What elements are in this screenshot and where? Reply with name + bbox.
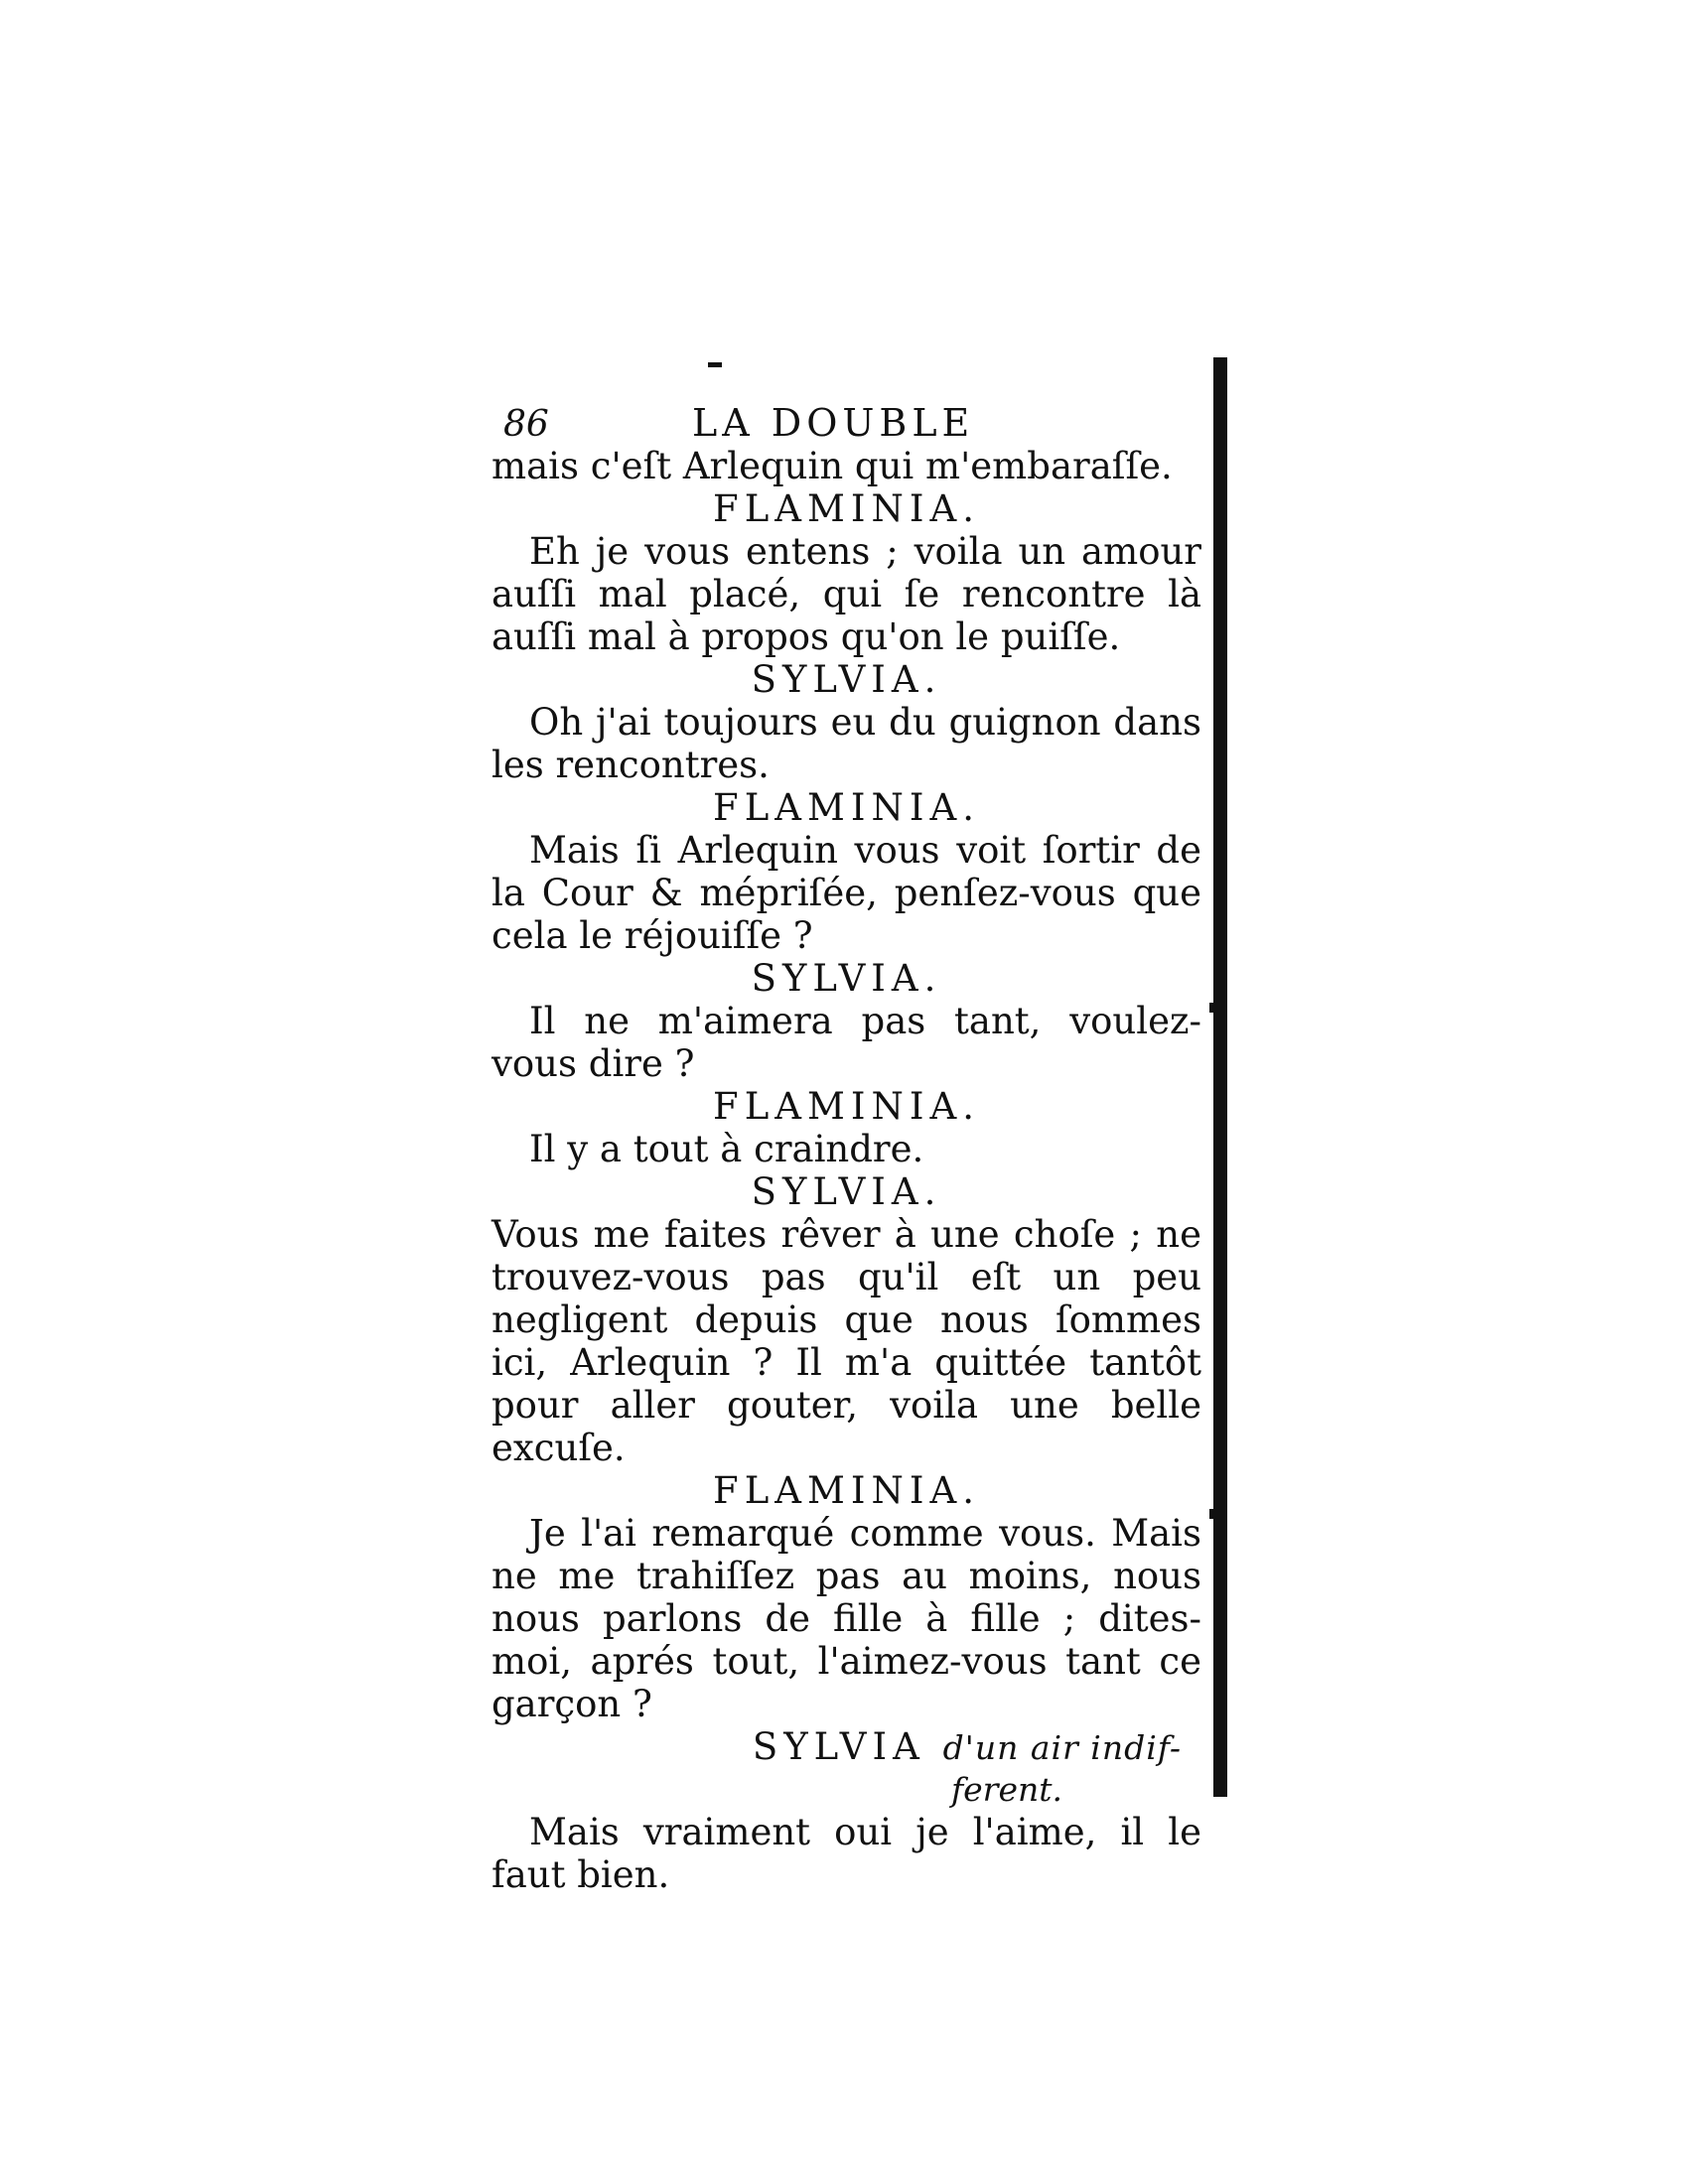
speaker-name: SYLVIA. [751, 957, 942, 1000]
printer-mark [708, 362, 722, 367]
stage-direction: d'un air indif- [942, 1728, 1182, 1767]
speaker-name: SYLVIA [752, 1725, 925, 1768]
final-speaker-line [492, 1725, 1201, 1768]
stage-direction-continued: ferent. [950, 1770, 1062, 1809]
page-text [492, 402, 1201, 1896]
speech-paragraph: Mais ſi Arlequin vous voit ſortir de la Cour & mépriſée, penſez-vous que cela le réjouiſſe ? [492, 829, 1201, 957]
speech-paragraph: Je l'ai remarqué comme vous. Mais ne me trahiſſez pas au moins, nous nous parlons de fille à fille ; dites-moi, aprés tout, l'aimez-vous tant ce garçon ? [492, 1512, 1201, 1725]
gutter-fleck [1209, 1509, 1215, 1519]
speech-paragraph: Il y a tout à craindre. [529, 1128, 924, 1170]
speaker-name: FLAMINIA. [713, 1469, 980, 1512]
running-head [492, 402, 1201, 445]
speech-paragraph: Il ne m'aimera pas tant, voulez-vous dire ? [492, 1000, 1201, 1085]
speaker-name: SYLVIA. [751, 658, 942, 701]
page-gutter-edge [1213, 357, 1227, 1797]
speech-paragraph: Oh j'ai toujours eu du guignon dans les rencontres. [492, 701, 1201, 786]
speech-paragraph: Eh je vous entens ; voila un amour auſſi mal placé, qui ſe rencontre là auſſi mal à propos qu'on le puiſſe. [492, 530, 1201, 658]
page-number: 86 [503, 404, 549, 445]
dialogue [492, 445, 1201, 1725]
speaker-name: SYLVIA. [751, 1170, 942, 1213]
speaker-name: FLAMINIA. [713, 786, 980, 829]
speech-paragraph: mais c'eſt Arlequin qui m'embaraſſe. [492, 445, 1173, 487]
running-title: LA DOUBLE [692, 401, 975, 445]
final-speech: Mais vraiment oui je l'aime, il le faut bien. [492, 1811, 1201, 1896]
speaker-name: FLAMINIA. [713, 1085, 980, 1128]
speech-paragraph: Vous me faites rêver à une choſe ; ne trouvez-vous pas qu'il eſt un peu negligent depuis que nous ſommes ici, Arlequin ? Il m'a quittée tantôt pour aller gouter, voila une belle excuſe. [492, 1213, 1201, 1469]
gutter-fleck [1209, 1003, 1215, 1013]
speaker-name: FLAMINIA. [713, 487, 980, 530]
